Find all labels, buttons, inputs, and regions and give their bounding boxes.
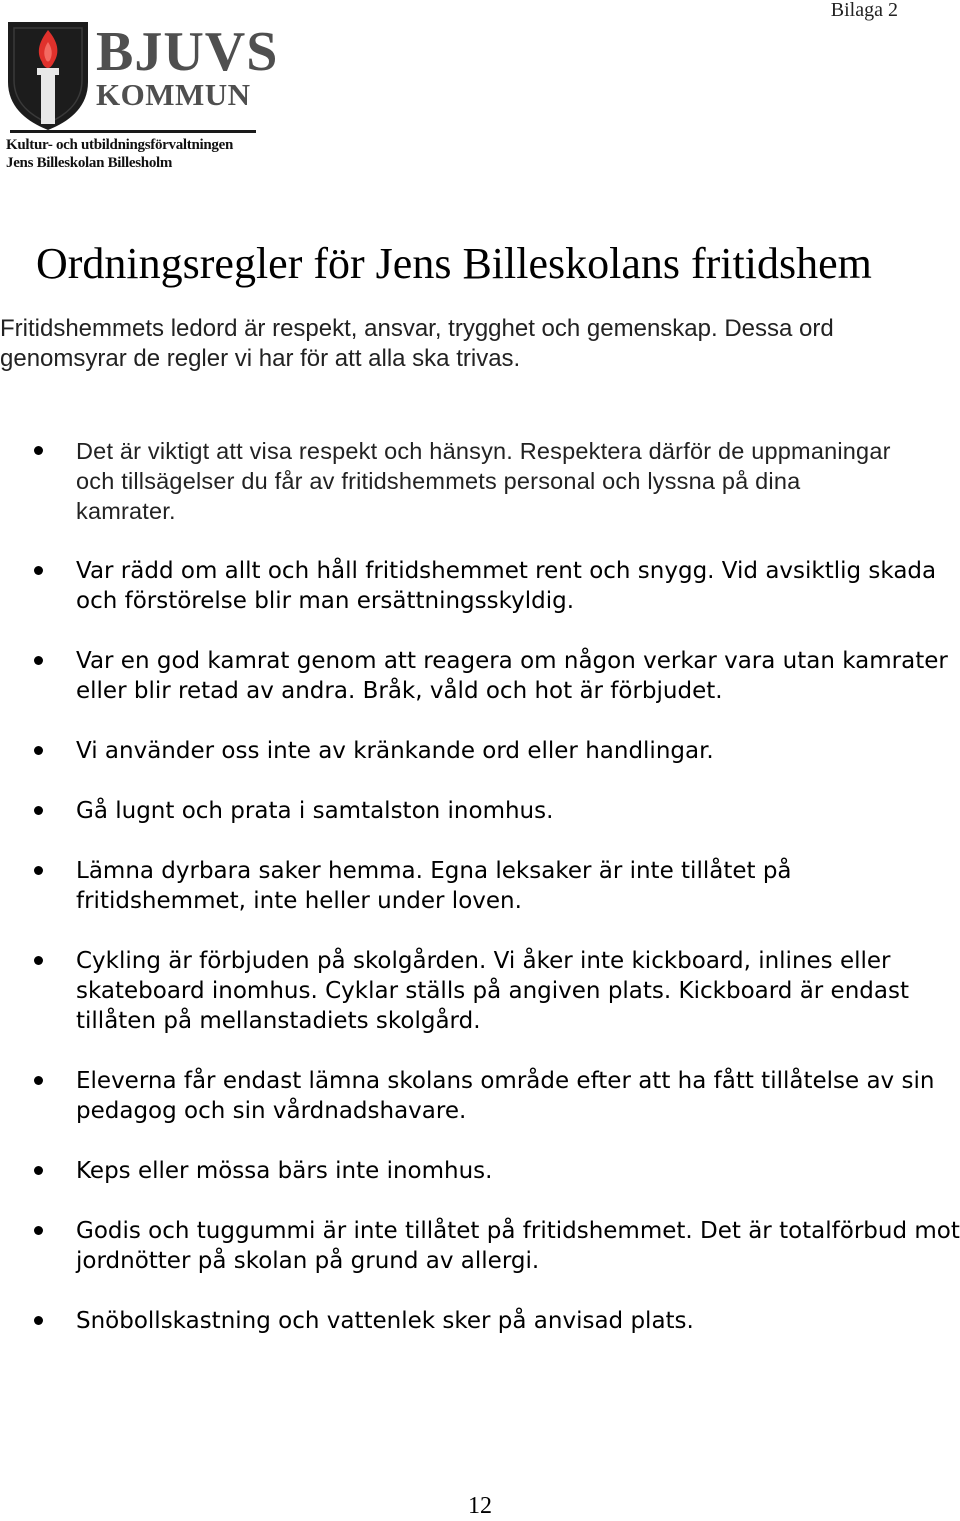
rule-text (76, 436, 960, 526)
rule-line: jordnötter på skolan på grund av allergi. (76, 1248, 540, 1274)
rule-line: fritidshemmet, inte heller under loven. (76, 888, 522, 914)
rule-line: skateboard inomhus. Cyklar ställs på angiven plats. Kickboard är endast (76, 978, 909, 1004)
rule-line: Cykling är förbjuden på skolgården. Vi åker inte kickboard, inlines eller (76, 948, 891, 974)
rule-line: Var rädd om allt och håll fritidshemmet rent och snygg. Vid avsiktlig skada (76, 558, 937, 584)
bullet-icon (34, 656, 43, 665)
logo-wordmark (96, 21, 279, 112)
document-title: Ordningsregler för Jens Billeskolans fritidshem (36, 239, 872, 288)
bullet-icon (34, 1076, 43, 1085)
rule-line: och förstörelse blir man ersättningsskyldig. (76, 588, 575, 614)
rule-line: Gå lugnt och prata i samtalston inomhus. (76, 798, 554, 824)
municipal-shield-icon (6, 20, 90, 132)
rule-line: och tillsägelser du får av fritidshemmets personal och lyssna på dina (76, 468, 801, 494)
department-name: Kultur- och utbildningsförvaltningen (6, 137, 234, 153)
bullet-icon (34, 1316, 43, 1325)
page-number: 12 (468, 1493, 492, 1519)
bullet-icon (34, 566, 43, 575)
rule-text (76, 1066, 960, 1126)
rule-text (76, 736, 960, 766)
intro-paragraph (0, 314, 950, 374)
rule-line: pedagog och sin vårdnadshavare. (76, 1098, 467, 1124)
bullet-icon (34, 1226, 43, 1235)
rule-text (76, 796, 960, 826)
logo-name-line2: KOMMUN (96, 77, 251, 112)
school-name: Jens Billeskolan Billesholm (6, 155, 173, 171)
rule-line: Var en god kamrat genom att reagera om någon verkar vara utan kamrater (76, 648, 948, 674)
rule-line: Keps eller mössa bärs inte inomhus. (76, 1158, 493, 1184)
bullet-icon (34, 956, 43, 965)
rule-line: Det är viktigt att visa respekt och hänsyn. Respektera därför de uppmaningar (76, 438, 891, 464)
rule-text (76, 556, 960, 616)
rule-line: tillåten på mellanstadiets skolgård. (76, 1008, 481, 1034)
logo-name-line1: BJUVS (96, 21, 279, 83)
bullet-icon (34, 1166, 43, 1175)
bullet-icon (34, 446, 43, 455)
municipality-logo (6, 20, 279, 180)
rule-text (76, 1156, 960, 1186)
rule-text (76, 646, 960, 706)
rule-line: kamrater. (76, 498, 176, 524)
attachment-label: Bilaga 2 (830, 0, 898, 21)
intro-line: genomsyrar de regler vi har för att alla ska trivas. (0, 345, 521, 372)
rule-text (76, 946, 960, 1036)
rule-text (76, 856, 960, 916)
rule-line: Vi använder oss inte av kränkande ord eller handlingar. (76, 738, 714, 764)
bullet-icon (34, 866, 43, 875)
rule-text (76, 1306, 960, 1336)
logo-divider (10, 130, 256, 133)
intro-line: Fritidshemmets ledord är respekt, ansvar, trygghet och gemenskap. Dessa ord (0, 315, 834, 342)
rule-line: Godis och tuggummi är inte tillåtet på fritidshemmet. Det är totalförbud mot (76, 1218, 960, 1244)
bullet-icon (34, 806, 43, 815)
rule-line: Snöbollskastning och vattenlek sker på anvisad plats. (76, 1308, 694, 1334)
logo-subtitle (6, 136, 233, 172)
bullet-icon (34, 746, 43, 755)
rule-text (76, 1216, 960, 1276)
rule-line: Eleverna får endast lämna skolans område efter att ha fått tillåtelse av sin (76, 1068, 935, 1094)
rule-line: Lämna dyrbara saker hemma. Egna leksaker är inte tillåtet på (76, 858, 792, 884)
rule-line: eller blir retad av andra. Bråk, våld och hot är förbjudet. (76, 678, 723, 704)
